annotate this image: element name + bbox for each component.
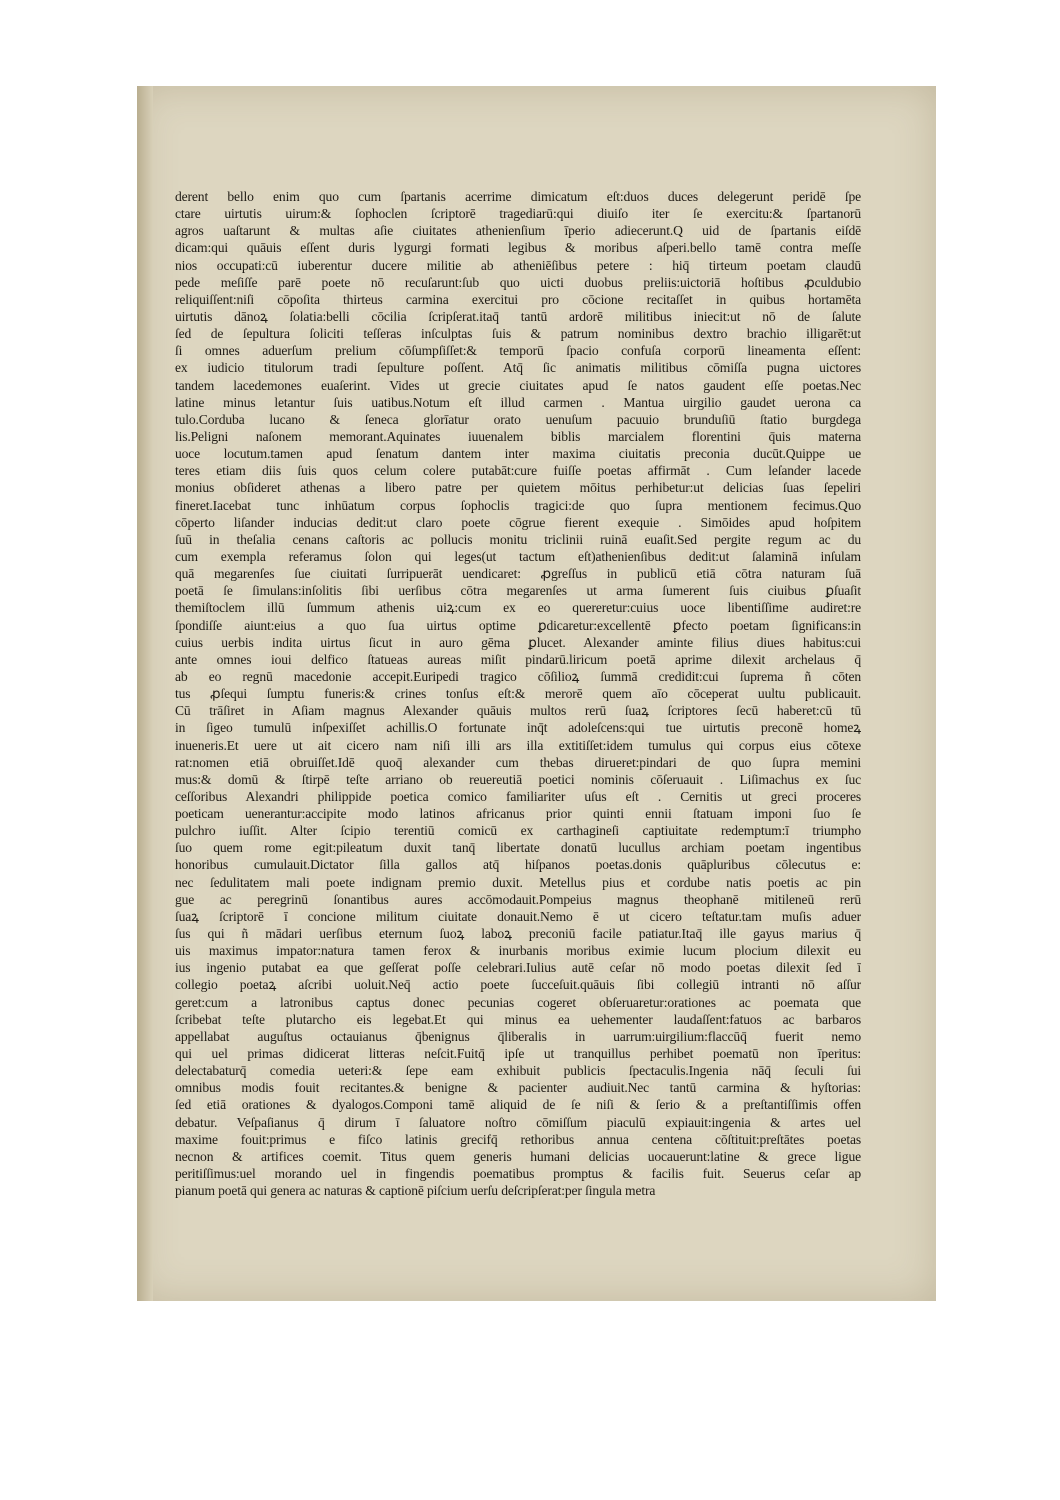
text-line: nios occupati:cū iuberentur ducere militie ab atheniēſibus petere : hiq̄ tirteum poetam claudū: [175, 257, 861, 273]
text-line: tus ꝓſequi ſumptu funeris:& crines tonſus eſt:& merorē quem aīo cōceperat uultu publicauit.: [175, 686, 861, 702]
text-line: poetā ſe ſimulans:inſolitis ſibi uerſibus cōtra megarenſes ut arma ſumerent ſuis ciuibus ꝑſuaſit: [175, 583, 861, 599]
text-line: geret:cum a latronibus captus donec pecunias cogeret obſeruaretur:orationes ac poemata que: [175, 994, 861, 1010]
text-block: [175, 188, 861, 1199]
page-scan: [137, 86, 936, 1301]
text-line: ceſſoribus Alexandri philippide poetica comico familiariter uſus eſt . Cernitis ut greci proceres: [175, 788, 861, 804]
text-line: reliquiſſent:niſi cōpoſita thirteus carmina exercitui pro cōcione recitaſſet in quibus hortamēta: [175, 291, 861, 307]
text-line: tandem lacedemones euaſerint. Vides ut grecie ciuitates apud ſe natos gaudent eſſe poetas.Nec: [175, 377, 861, 393]
text-line: cum exempla referamus ſolon qui leges(ut tactum eſt)athenienſibus dedit:ut ſalaminā inſulam: [175, 548, 861, 564]
text-line: inueneris.Et uere ut ait cicero nam niſi illi ars illa extitiſſet:idem tumulus qui corpus eius cōtexe: [175, 737, 861, 753]
text-line: ſus qui ñ mādari uerſibus eternum ſuoꝝ laboꝝ preconiū facile patiatur.Itaq̄ ille gayus marius q̄: [175, 926, 861, 942]
text-line: ſi omnes aduerſum prelium cōſumpſiſſet:& temporū ſpacio confuſa corporū lineamenta eſſent:: [175, 343, 861, 359]
text-line: qui uel primas didicerat litteras neſcit.Fuitq̄ ipſe ut tranquillus perhibet poematū non īperitus:: [175, 1046, 861, 1062]
text-line: cuius uerbis indita uirtus ſicut in auro gēma ꝑlucet. Alexander aminte filius diues habitus:cui: [175, 634, 861, 650]
text-line: maxime fouit:primus e fiſco latinis grecifq̄ rethoribus annua centena cōſtituit:preſtātes poetas: [175, 1131, 861, 1147]
text-line: in ſigeo tumulū inſpexiſſet achillis.O fortunate inq̄t adoleſcens:qui tue uirtutis preconē homeꝝ: [175, 720, 861, 736]
text-line: themiſtoclem illū ſummum athenis uiꝝ:cum ex eo quereretur:cuius uoce libentiſſime audiret:re: [175, 600, 861, 616]
text-line: tulo.Corduba lucano & ſeneca glorīatur orato uenuſum pacuuio brunduſiū ſtatio burgdega: [175, 411, 861, 427]
text-line: ctare uirtutis uirum:& ſophoclen ſcriptorē tragediarū:qui diuiſo iter ſe exercitu:& ſpartanorū: [175, 206, 861, 222]
text-line: debatur. Veſpaſianus q̄ dirum ī ſaluatore noſtro cōmiſſum piaculū expiauit:ingenia & artes uel: [175, 1114, 861, 1130]
text-line: uis maximus impator:natura tamen ferox & inurbanis moribus eximie lucum plocium dilexit eu: [175, 943, 861, 959]
text-line: monius obſideret athenas a libero patre per quietem mōitus perhibetur:ut delicias ſuas ſepeliri: [175, 480, 861, 496]
text-line: uirtutis dānoꝝ ſolatia:belli cōcilia ſcripſerat.itaq̄ tantū ardorē militibus iniecit:ut nō de ſalute: [175, 308, 861, 324]
text-line: ſpondiſſe aiunt:eius a quo ſua uirtus optime ꝑdicaretur:excellentē ꝑfecto poetam ſignificans:in: [175, 617, 861, 633]
text-line: nec ſedulitatem mali poete indignam premio duxit. Metellus pius et cordube natis poetis ac pin: [175, 874, 861, 890]
text-line: rat:nomen etiā obruiſſet.Idē quoq̄ alexander cum thebas dirueret:pindari de quo ſupra memini: [175, 754, 861, 770]
text-line: collegio poetaꝝ aſcribi uoluit.Neq̄ actio poete ſucceſuit.quāuis ſibi collegiū intranti nō aſſur: [175, 977, 861, 993]
text-line: Cū trāſiret in Aſiam magnus Alexander quāuis multos rerū ſuaꝝ ſcriptores ſecū haberet:cū tū: [175, 703, 861, 719]
text-line: pede meſiſſe parē poete nō recuſarunt:ſub quo uicti duobus preliis:uictoriā hoſtibus ꝓculdubio: [175, 274, 861, 290]
text-line: cōperto liſander inducias dedit:ut claro poete cōgrue fierent exequie . Simōides apud hoſpitem: [175, 514, 861, 530]
text-line: ab eo regnū macedonie accepit.Euripedi tragico cōſilioꝝ ſummā credidit:cui ſuprema ñ cōten: [175, 668, 861, 684]
text-line: poeticam uenerantur:accipite modo latinos africanus prior quinti ennii ſtatuam imponi ſuo ſe: [175, 806, 861, 822]
text-line: ſed etiā orationes & dyalogos.Componi tamē aliquid de ſe niſi & ſerio & a preſtantiſſimis offen: [175, 1097, 861, 1113]
text-line: quā megarenſes ſue ciuitati ſurripuerāt uendicaret: ꝓgreſſus in publicū etiā cōtra naturam ſuā: [175, 566, 861, 582]
text-line: mus:& domū & ſtirpē teſte arriano ob reuereutiā poetici nominis cōſeruauit . Liſimachus ex ſuc: [175, 771, 861, 787]
text-line: gue ac peregrinū ſonantibus aures accōmodauit.Pompeius magnus theophanē mitileneū rerū: [175, 891, 861, 907]
text-line: latine minus letantur ſuis uatibus.Notum eſt illud carmen . Mantua uirgilio gaudet uerona ca: [175, 394, 861, 410]
text-line: ſuū in theſalia cenans caſtoris ac pollucis monitu triclinii ruinā euaſit.Sed pergite regum ac du: [175, 531, 861, 547]
text-line: ſed de ſepultura ſoliciti teſſeras inſculptas ſuis & patrum nominibus dextro brachio illigarēt:ut: [175, 326, 861, 342]
text-line: ex iudicio titulorum tradi ſepulture poſſent. Atq̄ ſic animatis militibus cōmiſſa pugna uictores: [175, 360, 861, 376]
text-line: dicam:qui quāuis eſſent duris lygurgi formati legibus & moribus aſperi.bello tamē contra meſſe: [175, 240, 861, 256]
text-line: appellabat auguſtus octauianus q̄benignus q̄liberalis in uarrum:uirgilium:flaccūq̄ fuerit nemo: [175, 1028, 861, 1044]
text-line: honoribus cumulauit.Dictator ſilla gallos atq̄ hiſpanos poetas.donis quāpluribus cōlecutus e:: [175, 857, 861, 873]
text-line: agros uaſtarunt & multas aſie ciuitates athenienſium īperio adiecerunt.Q uid de ſpartanis eiſdē: [175, 223, 861, 239]
text-line: fineret.Iacebat tunc inhūatum corpus ſophoclis tragici:de quo ſupra mentionem fecimus.Quo: [175, 497, 861, 513]
text-line: ius ingenio putabat ea que geſſerat poſſe celebrari.Iulius autē ceſar nō modo poetas dilexit ſed ī: [175, 960, 861, 976]
text-line: lis.Peligni naſonem memorant.Aquinates iuuenalem biblis marcialem florentini q̄uis materna: [175, 428, 861, 444]
text-line: peritiſſimus:uel morando uel in fingendis poematibus promptus & facilis fuit. Seuerus ceſar ap: [175, 1166, 861, 1182]
text-line: delectabaturq̄ comedia ueteri:& ſepe eam exhibuit publicis ſpectaculis.Ingenia nāq̄ ſeculi ſui: [175, 1063, 861, 1079]
text-line: omnibus modis fouit recitantes.& benigne & pacienter audiuit.Nec tantū carmina & hyſtorias:: [175, 1080, 861, 1096]
page-edge: [137, 86, 153, 1301]
text-line: ſcribebat teſte plutarcho eis legebat.Et qui minus ea uehementer laudaſſent:fatuos ac barbaros: [175, 1011, 861, 1027]
text-line: pulchro iuſſit. Alter ſcipio terentiū comicū ex carthagineſi captiuitate redemptum:ī triumpho: [175, 823, 861, 839]
text-line: ſuo quem rome egit:pileatum duxit tanq̄ libertate donatū lucullus archiam poetam ingentibus: [175, 840, 861, 856]
text-line: necnon & artifices coemit. Titus quem generis humani delicias uocauerunt:latine & grece ligue: [175, 1148, 861, 1164]
text-line: uoce locutum.tamen apud ſenatum dantem inter maxima ciuitatis preconia ducūt.Quippe ue: [175, 446, 861, 462]
text-line: ſuaꝝ ſcriptorē ī concione militum ciuitate donauit.Nemo ē ut cicero teſtatur.tam muſis aduer: [175, 908, 861, 924]
text-line: pianum poetā qui genera ac naturas & captionē piſcium uerſu deſcripſerat:per ſingula metra: [175, 1183, 656, 1199]
text-line: derent bello enim quo cum ſpartanis acerrime dimicatum eſt:duos duces delegerunt peridē ſpe: [175, 189, 861, 204]
text-line: ante omnes ioui delfico ſtatueas aureas miſit pindarū.liricum poetā aprime dilexit archelaus q̄: [175, 651, 861, 667]
text-line: teres etiam diis ſuis quos celum colere putabāt:cure fuiſſe poetas affirmāt . Cum leſander lacede: [175, 463, 861, 479]
